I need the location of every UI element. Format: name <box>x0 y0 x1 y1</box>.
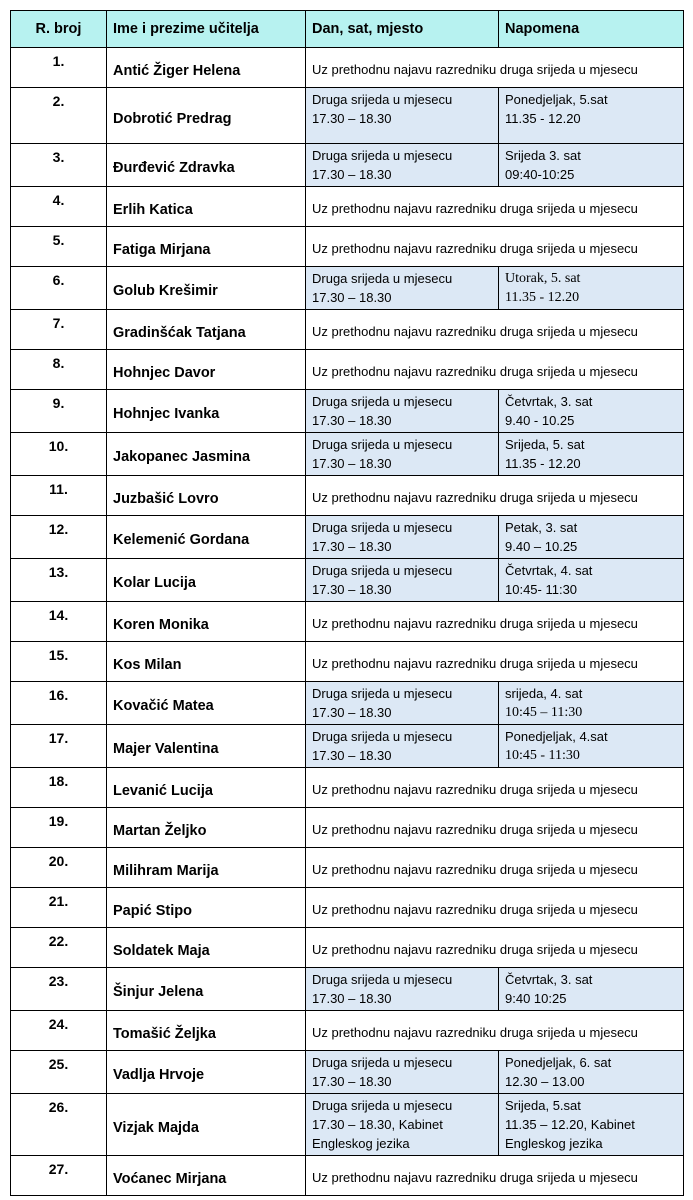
schedule-table <box>10 10 684 1196</box>
header-number: R. broj <box>11 11 107 48</box>
consultation-merged-note: Uz prethodnu najavu razredniku druga srijeda u mjesecu <box>306 310 684 350</box>
row-number: 3. <box>11 144 107 187</box>
table-row <box>11 1051 684 1094</box>
consultation-merged-note: Uz prethodnu najavu razredniku druga srijeda u mjesecu <box>306 476 684 516</box>
schedule-cell <box>306 968 499 1011</box>
schedule-cell <box>306 144 499 187</box>
table-row <box>11 1094 684 1156</box>
consultation-merged-note: Uz prethodnu najavu razredniku druga srijeda u mjesecu <box>306 808 684 848</box>
table-row <box>11 602 684 642</box>
schedule-line: Druga srijeda u mjesecu <box>312 563 453 578</box>
teacher-name: Kovačić Matea <box>107 682 306 725</box>
note-line: 12.30 – 13.00 <box>505 1074 585 1089</box>
row-number: 10. <box>11 433 107 476</box>
note-line: Četvrtak, 3. sat <box>505 972 593 987</box>
schedule-line: 17.30 – 18.30 <box>312 1074 392 1089</box>
consultation-merged-note: Uz prethodnu najavu razredniku druga srijeda u mjesecu <box>306 187 684 227</box>
schedule-line: 17.30 – 18.30 <box>312 748 392 763</box>
row-number: 22. <box>11 928 107 968</box>
table-row <box>11 642 684 682</box>
schedule-line: 17.30 – 18.30 <box>312 413 392 428</box>
teacher-name: Đurđević Zdravka <box>107 144 306 187</box>
header-teacher-name: Ime i prezime učitelja <box>107 11 306 48</box>
schedule-cell <box>306 390 499 433</box>
teacher-name: Majer Valentina <box>107 725 306 768</box>
teacher-name: Erlih Katica <box>107 187 306 227</box>
table-row <box>11 1156 684 1196</box>
schedule-line: Druga srijeda u mjesecu <box>312 686 453 701</box>
note-cell <box>499 968 684 1011</box>
consultation-merged-note: Uz prethodnu najavu razredniku druga srijeda u mjesecu <box>306 1011 684 1051</box>
teacher-name: Kos Milan <box>107 642 306 682</box>
schedule-cell <box>306 433 499 476</box>
table-row <box>11 888 684 928</box>
schedule-line: 17.30 – 18.30 <box>312 167 392 182</box>
note-cell <box>499 144 684 187</box>
row-number: 16. <box>11 682 107 725</box>
row-number: 18. <box>11 768 107 808</box>
schedule-line: Druga srijeda u mjesecu <box>312 729 453 744</box>
note-line: 10:45 – 11:30 <box>505 705 583 720</box>
note-line: Četvrtak, 3. sat <box>505 394 593 409</box>
row-number: 21. <box>11 888 107 928</box>
note-line: 10:45 - 11:30 <box>505 748 580 763</box>
note-line: Srijeda, 5.sat <box>505 1098 581 1113</box>
consultation-merged-note: Uz prethodnu najavu razredniku druga srijeda u mjesecu <box>306 928 684 968</box>
note-cell <box>499 682 684 725</box>
note-line: Engleskog jezika <box>505 1136 603 1151</box>
teacher-name: Voćanec Mirjana <box>107 1156 306 1196</box>
row-number: 7. <box>11 310 107 350</box>
note-cell <box>499 1094 684 1156</box>
note-line: Utorak, 5. sat <box>505 271 581 286</box>
note-cell <box>499 1051 684 1094</box>
consultation-merged-note: Uz prethodnu najavu razredniku druga srijeda u mjesecu <box>306 227 684 267</box>
teacher-name: Juzbašić Lovro <box>107 476 306 516</box>
schedule-cell <box>306 88 499 144</box>
schedule-line: 17.30 – 18.30 <box>312 582 392 597</box>
teacher-name: Soldatek Maja <box>107 928 306 968</box>
row-number: 12. <box>11 516 107 559</box>
row-number: 27. <box>11 1156 107 1196</box>
note-line: 11.35 - 12.20 <box>505 290 580 305</box>
note-line: 9.40 – 10.25 <box>505 539 578 554</box>
note-line: Srijeda, 5. sat <box>505 437 585 452</box>
table-row <box>11 725 684 768</box>
schedule-line: Druga srijeda u mjesecu <box>312 148 453 163</box>
table-row <box>11 808 684 848</box>
teacher-name: Vizjak Majda <box>107 1094 306 1156</box>
teacher-name: Koren Monika <box>107 602 306 642</box>
row-number: 9. <box>11 390 107 433</box>
teacher-name: Levanić Lucija <box>107 768 306 808</box>
teacher-name: Gradinšćak Tatjana <box>107 310 306 350</box>
teacher-name: Hohnjec Ivanka <box>107 390 306 433</box>
schedule-line: Druga srijeda u mjesecu <box>312 520 453 535</box>
row-number: 5. <box>11 227 107 267</box>
consultation-merged-note: Uz prethodnu najavu razredniku druga srijeda u mjesecu <box>306 888 684 928</box>
table-row <box>11 768 684 808</box>
consultation-merged-note: Uz prethodnu najavu razredniku druga srijeda u mjesecu <box>306 350 684 390</box>
teacher-name: Jakopanec Jasmina <box>107 433 306 476</box>
table-row <box>11 310 684 350</box>
table-body <box>11 48 684 1196</box>
table-row <box>11 516 684 559</box>
row-number: 26. <box>11 1094 107 1156</box>
note-line: 9:40 10:25 <box>505 991 567 1006</box>
row-number: 8. <box>11 350 107 390</box>
table-row <box>11 390 684 433</box>
row-number: 15. <box>11 642 107 682</box>
note-line: 11.35 – 12.20, Kabinet <box>505 1117 635 1132</box>
note-line: Četvrtak, 4. sat <box>505 563 593 578</box>
row-number: 24. <box>11 1011 107 1051</box>
note-line: 10:45- 11:30 <box>505 582 578 597</box>
schedule-line: 17.30 – 18.30 <box>312 539 392 554</box>
row-number: 19. <box>11 808 107 848</box>
schedule-cell <box>306 559 499 602</box>
row-number: 23. <box>11 968 107 1011</box>
teacher-name: Papić Stipo <box>107 888 306 928</box>
note-line: 09:40-10:25 <box>505 167 575 182</box>
table-row <box>11 350 684 390</box>
note-line: Srijeda 3. sat <box>505 148 581 163</box>
schedule-line: Druga srijeda u mjesecu <box>312 437 453 452</box>
teacher-name: Hohnjec Davor <box>107 350 306 390</box>
table-row <box>11 227 684 267</box>
note-line: 11.35 - 12.20 <box>505 111 581 126</box>
table-row <box>11 928 684 968</box>
table-row <box>11 1011 684 1051</box>
schedule-line: 17.30 – 18.30 <box>312 705 392 720</box>
note-line: 11.35 - 12.20 <box>505 456 581 471</box>
teacher-name: Golub Krešimir <box>107 267 306 310</box>
schedule-line: 17.30 – 18.30, Kabinet <box>312 1117 443 1132</box>
schedule-cell <box>306 1051 499 1094</box>
note-cell <box>499 267 684 310</box>
table-row <box>11 433 684 476</box>
consultation-merged-note: Uz prethodnu najavu razredniku druga srijeda u mjesecu <box>306 1156 684 1196</box>
schedule-cell <box>306 1094 499 1156</box>
note-cell <box>499 88 684 144</box>
teacher-consultation-schedule <box>10 10 683 1196</box>
table-row <box>11 144 684 187</box>
note-cell <box>499 390 684 433</box>
row-number: 2. <box>11 88 107 144</box>
schedule-line: 17.30 – 18.30 <box>312 456 392 471</box>
table-row <box>11 187 684 227</box>
teacher-name: Kolar Lucija <box>107 559 306 602</box>
schedule-line: Druga srijeda u mjesecu <box>312 1098 453 1113</box>
schedule-cell <box>306 682 499 725</box>
teacher-name: Fatiga Mirjana <box>107 227 306 267</box>
note-cell <box>499 725 684 768</box>
row-number: 25. <box>11 1051 107 1094</box>
schedule-line: Druga srijeda u mjesecu <box>312 1055 453 1070</box>
table-row <box>11 848 684 888</box>
row-number: 6. <box>11 267 107 310</box>
note-line: Ponedjeljak, 5.sat <box>505 92 608 107</box>
row-number: 17. <box>11 725 107 768</box>
note-cell <box>499 516 684 559</box>
schedule-cell <box>306 267 499 310</box>
row-number: 14. <box>11 602 107 642</box>
note-line: Petak, 3. sat <box>505 520 578 535</box>
table-row <box>11 476 684 516</box>
note-line: srijeda, 4. sat <box>505 686 583 701</box>
row-number: 1. <box>11 48 107 88</box>
header-note: Napomena <box>499 11 684 48</box>
row-number: 20. <box>11 848 107 888</box>
schedule-cell <box>306 516 499 559</box>
note-cell <box>499 559 684 602</box>
consultation-merged-note: Uz prethodnu najavu razredniku druga srijeda u mjesecu <box>306 642 684 682</box>
table-row <box>11 48 684 88</box>
table-row <box>11 88 684 144</box>
teacher-name: Vadlja Hrvoje <box>107 1051 306 1094</box>
teacher-name: Tomašić Željka <box>107 1011 306 1051</box>
note-line: 9.40 - 10.25 <box>505 413 575 428</box>
header-row <box>11 11 684 48</box>
schedule-line: 17.30 – 18.30 <box>312 991 392 1006</box>
schedule-line: Druga srijeda u mjesecu <box>312 271 453 286</box>
note-line: Ponedjeljak, 6. sat <box>505 1055 612 1070</box>
schedule-line: Druga srijeda u mjesecu <box>312 92 453 107</box>
note-cell <box>499 433 684 476</box>
table-row <box>11 682 684 725</box>
row-number: 11. <box>11 476 107 516</box>
teacher-name: Milihram Marija <box>107 848 306 888</box>
table-row <box>11 559 684 602</box>
schedule-line: 17.30 – 18.30 <box>312 290 392 305</box>
note-line: Ponedjeljak, 4.sat <box>505 729 608 744</box>
consultation-merged-note: Uz prethodnu najavu razredniku druga srijeda u mjesecu <box>306 848 684 888</box>
header-schedule: Dan, sat, mjesto <box>306 11 499 48</box>
row-number: 13. <box>11 559 107 602</box>
schedule-line: Druga srijeda u mjesecu <box>312 972 453 987</box>
teacher-name: Šinjur Jelena <box>107 968 306 1011</box>
table-row <box>11 968 684 1011</box>
schedule-line: Druga srijeda u mjesecu <box>312 394 453 409</box>
teacher-name: Martan Željko <box>107 808 306 848</box>
schedule-cell <box>306 725 499 768</box>
schedule-line: 17.30 – 18.30 <box>312 111 392 126</box>
consultation-merged-note: Uz prethodnu najavu razredniku druga srijeda u mjesecu <box>306 602 684 642</box>
schedule-line: Engleskog jezika <box>312 1136 410 1151</box>
row-number: 4. <box>11 187 107 227</box>
table-row <box>11 267 684 310</box>
teacher-name: Kelemenić Gordana <box>107 516 306 559</box>
teacher-name: Dobrotić Predrag <box>107 88 306 144</box>
consultation-merged-note: Uz prethodnu najavu razredniku druga srijeda u mjesecu <box>306 48 684 88</box>
teacher-name: Antić Žiger Helena <box>107 48 306 88</box>
consultation-merged-note: Uz prethodnu najavu razredniku druga srijeda u mjesecu <box>306 768 684 808</box>
